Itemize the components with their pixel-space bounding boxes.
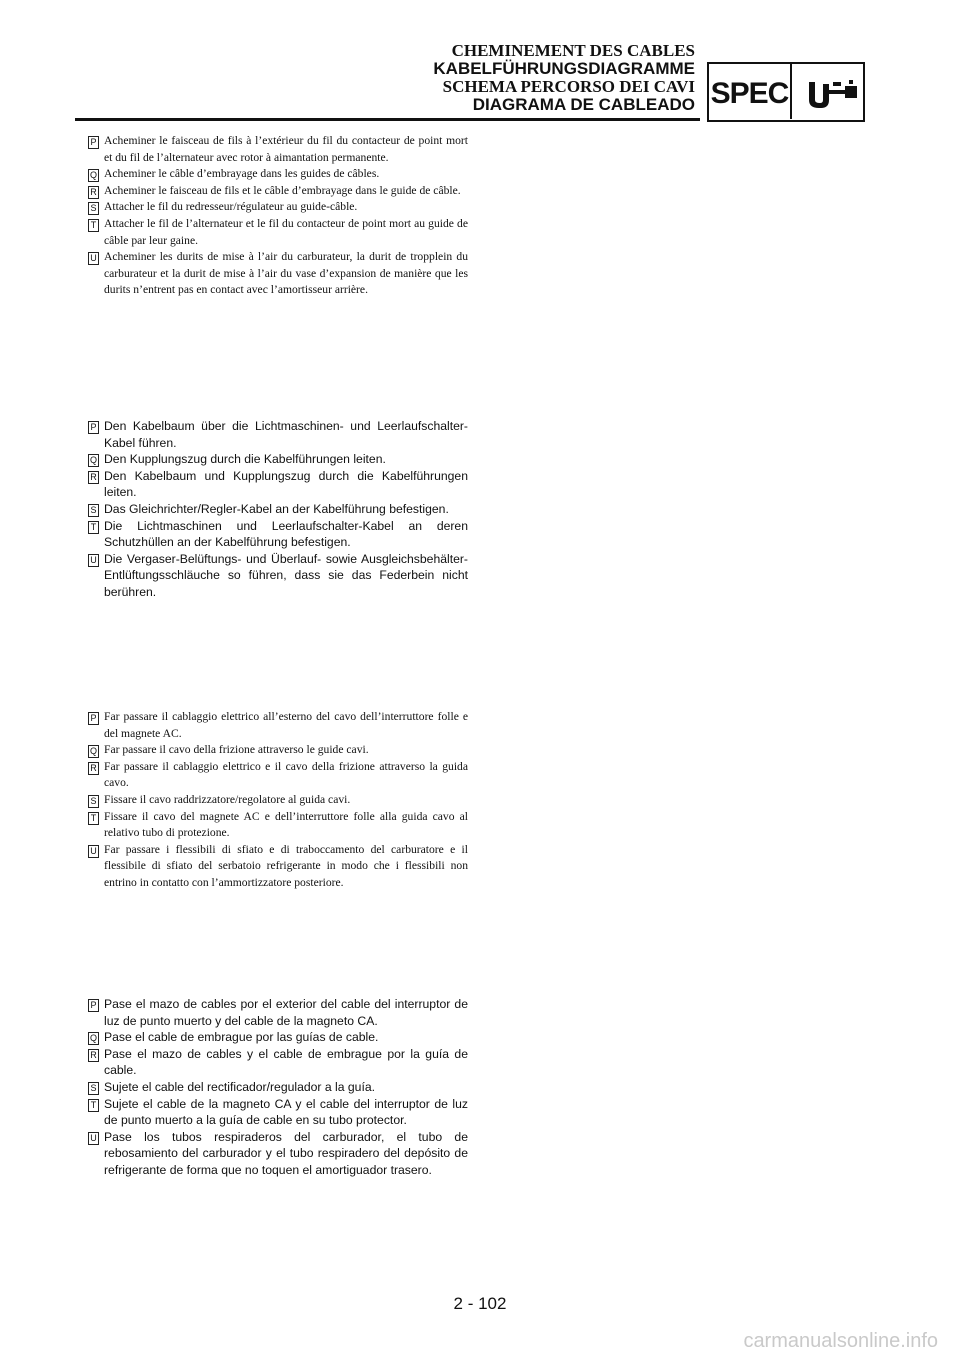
- title-italian: SCHEMA PERCORSO DEI CAVI: [442, 77, 695, 96]
- item-marker: P: [88, 712, 99, 725]
- instructions-german: [88, 418, 468, 601]
- item-marker: P: [88, 421, 99, 434]
- item-text: Die Vergaser-Belüftungs- und Überlauf- sowie Ausgleichsbehälter-Entlüftungsschläuche so führen, dass sie das Federbein nicht berühren.: [104, 551, 468, 599]
- spec-label: SPEC: [709, 64, 792, 119]
- item-text: Acheminer le faisceau de fils à l’extérieur du fil du contacteur de point mort et du fil de l’alternateur avec rotor à aimantation permanente.: [104, 134, 468, 164]
- item-marker: S: [88, 795, 99, 808]
- instructions-french: [88, 133, 468, 299]
- title-german: KABELFÜHRUNGSDIAGRAMME: [433, 59, 695, 78]
- title-spanish: DIAGRAMA DE CABLEADO: [472, 95, 695, 114]
- item-marker: T: [88, 521, 99, 534]
- item-marker: Q: [89, 746, 97, 757]
- instructions-spanish: [88, 996, 468, 1179]
- item-marker: Q: [89, 1033, 97, 1044]
- item-text: Den Kupplungszug durch die Kabelführungen leiten.: [104, 452, 386, 467]
- list-item: [88, 1046, 468, 1079]
- item-marker: T: [88, 1099, 99, 1112]
- list-item: [88, 133, 468, 166]
- list-item: [88, 709, 468, 742]
- list-item: [88, 759, 468, 792]
- list-item: [88, 249, 468, 299]
- list-item: [88, 1129, 468, 1179]
- item-text: Den Kabelbaum und Kupplungszug durch die Kabelführungen leiten.: [104, 468, 468, 500]
- list-item: [88, 742, 468, 759]
- item-text: Pase el mazo de cables por el exterior del cable del interruptor de luz de punto muerto y del cable de la magneto CA.: [104, 997, 468, 1028]
- item-marker: U: [88, 845, 99, 858]
- item-text: Acheminer les durits de mise à l’air du carburateur, la durit de tropplein du carburateur et la durit de mise à l’air du vase d’expansion de manière que les durits n’entrent pas en contact avec l’amortisseur arrière.: [104, 250, 468, 297]
- item-marker: T: [88, 812, 99, 825]
- list-item: [88, 1029, 468, 1046]
- page-number: 2 - 102: [453, 1294, 507, 1313]
- item-text: Die Lichtmaschinen und Leerlaufschalter-Kabel an deren Schutzhüllen an der Kabelführung befestigen.: [104, 518, 468, 550]
- item-text: Pase los tubos respiraderos del carburador, el tubo de rebosamiento del carburador y el tubo respiradero del depósito de refrigerante de forma que no toquen el amortiguador trasero.: [104, 1129, 468, 1177]
- item-marker: U: [88, 1132, 99, 1145]
- list-item: [88, 216, 468, 249]
- list-item: [88, 451, 468, 468]
- list-item: [88, 842, 468, 892]
- list-item: [88, 996, 468, 1029]
- item-marker: P: [88, 999, 99, 1012]
- item-marker: R: [88, 1049, 99, 1062]
- item-text: Sujete el cable de la magneto CA y el cable del interruptor de luz de punto muerto a la guía de cable en su tubo protector.: [104, 1096, 468, 1128]
- instructions-italian: [88, 709, 468, 892]
- list-item: [88, 792, 468, 809]
- item-text: Far passare i flessibili di sfiato e di traboccamento del carburatore e il flessibile di sfiato del serbatoio refrigerante in modo che i flessibili non entrino in contatto con l’ammortizzatore posteriore.: [104, 842, 468, 889]
- item-marker: Q: [89, 455, 97, 466]
- item-text: Acheminer le câble d’embrayage dans les guides de câbles.: [104, 167, 380, 181]
- item-marker: R: [88, 471, 99, 484]
- item-marker: R: [88, 186, 99, 199]
- item-marker: T: [88, 219, 99, 232]
- item-marker: U: [88, 252, 99, 265]
- item-text: Attacher le fil de l’alternateur et le fil du contacteur de point mort au guide de câble par leur gaine.: [104, 216, 468, 247]
- item-text: Sujete el cable del rectificador/regulador a la guía.: [104, 1079, 375, 1094]
- item-marker: U: [88, 554, 99, 567]
- spec-badge: [707, 62, 865, 122]
- item-text: Pase el mazo de cables y el cable de embrague por la guía de cable.: [104, 1046, 468, 1078]
- item-text: Den Kabelbaum über die Lichtmaschinen- und Leerlaufschalter-Kabel führen.: [104, 419, 468, 450]
- item-marker: S: [88, 1082, 99, 1095]
- list-item: [88, 183, 468, 200]
- list-item: [88, 468, 468, 501]
- list-item: [88, 166, 468, 183]
- section-titles: [433, 42, 695, 114]
- list-item: [88, 809, 468, 842]
- item-text: Fissare il cavo del magnete AC e dell’interruttore folle alla guida cavo al relativo tubo di protezione.: [104, 809, 468, 840]
- list-item: [88, 199, 468, 216]
- item-text: Acheminer le faisceau de fils et le câble d’embrayage dans le guide de câble.: [104, 183, 461, 197]
- watermark: carmanualsonline.info: [743, 1330, 938, 1352]
- item-marker: P: [88, 136, 99, 149]
- header-rule: [75, 118, 700, 121]
- item-text: Far passare il cablaggio elettrico all’esterno del cavo dell’interruttore folle e del magnete AC.: [104, 710, 468, 740]
- item-marker: S: [88, 504, 99, 517]
- item-text: Attacher le fil du redresseur/régulateur au guide-câble.: [104, 200, 358, 214]
- title-french: CHEMINEMENT DES CABLES: [451, 41, 695, 60]
- item-marker: R: [88, 762, 99, 775]
- item-text: Pase el cable de embrague por las guías de cable.: [104, 1030, 379, 1045]
- list-item: [88, 1079, 468, 1096]
- item-text: Fissare il cavo raddrizzatore/regolatore al guida cavi.: [104, 792, 351, 806]
- list-item: [88, 551, 468, 601]
- item-text: Far passare il cavo della frizione attraverso le guide cavi.: [104, 743, 369, 757]
- item-marker: Q: [89, 170, 97, 181]
- list-item: [88, 518, 468, 551]
- item-text: Das Gleichrichter/Regler-Kabel an der Kabelführung befestigen.: [104, 501, 449, 516]
- wrench-spec-icon: [799, 72, 861, 114]
- list-item: [88, 418, 468, 451]
- item-text: Far passare il cablaggio elettrico e il cavo della frizione attraverso la guida cavo.: [104, 759, 468, 790]
- list-item: [88, 501, 468, 518]
- list-item: [88, 1096, 468, 1129]
- item-marker: S: [88, 202, 99, 215]
